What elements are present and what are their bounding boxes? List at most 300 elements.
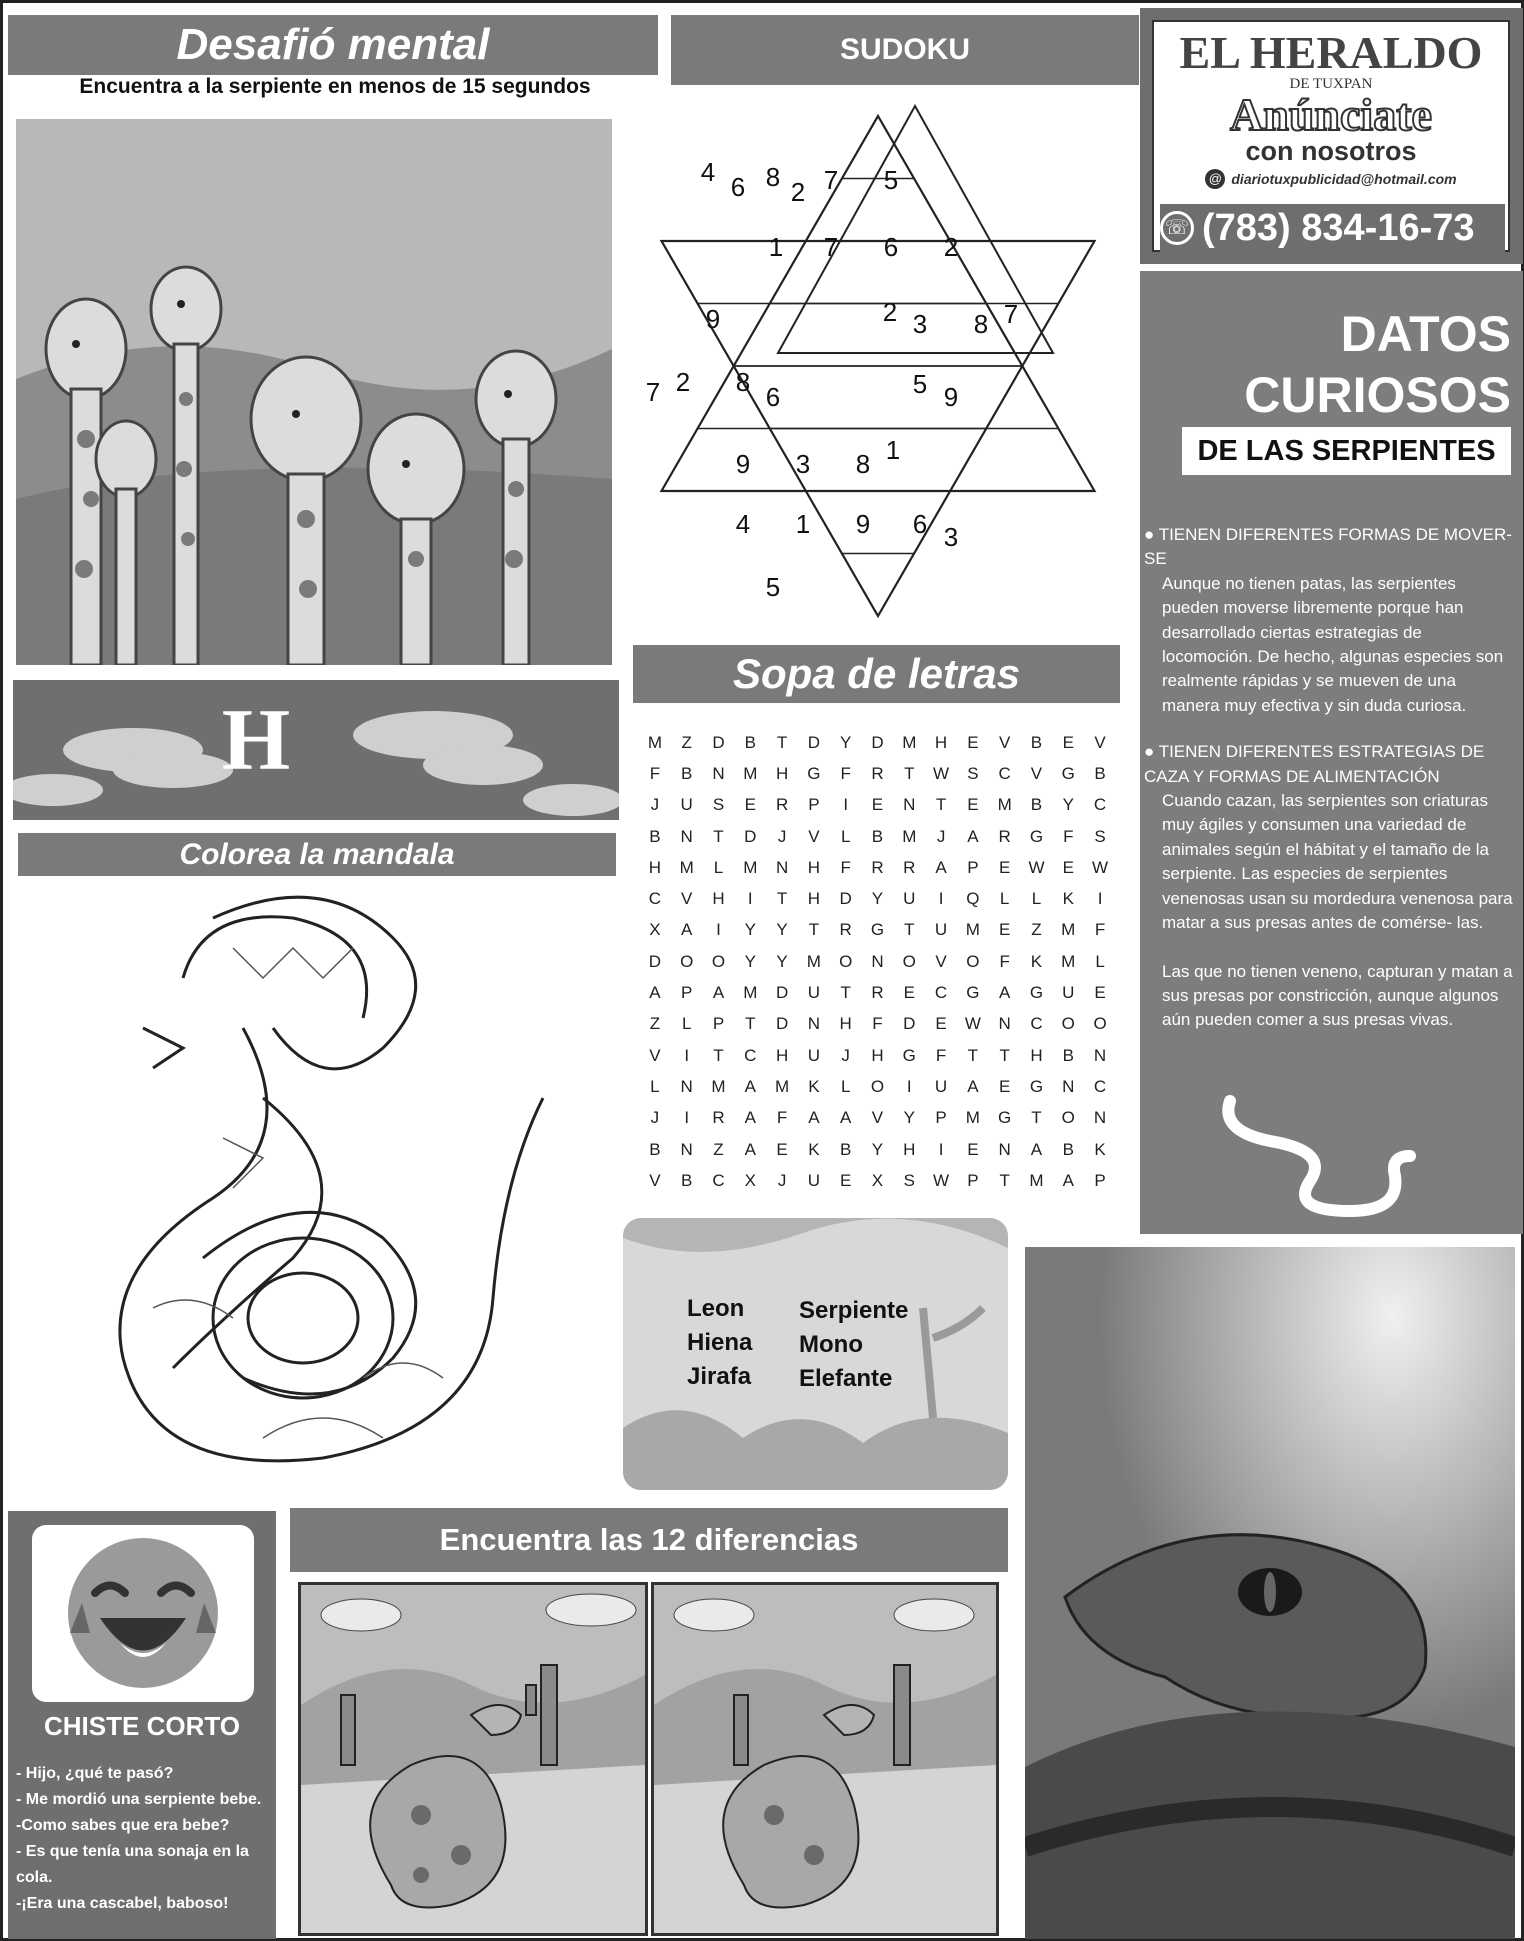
- word-search-letter[interactable]: E: [871, 795, 884, 815]
- word-search-letter[interactable]: I: [1097, 889, 1103, 909]
- word-search-letter[interactable]: S: [967, 763, 979, 783]
- sudoku-header: [671, 15, 1139, 85]
- word-search-letter[interactable]: J: [841, 1045, 850, 1065]
- word-search-letter[interactable]: C: [998, 763, 1011, 783]
- word-search-letter[interactable]: R: [998, 826, 1011, 846]
- word-search-letter[interactable]: T: [713, 1045, 724, 1065]
- word-search-letter[interactable]: R: [871, 857, 884, 877]
- ad-headline: Anúnciate: [1230, 89, 1432, 140]
- ad-email[interactable]: diariotuxpublicidad@hotmail.com: [1231, 171, 1457, 187]
- word-search-letter[interactable]: M: [965, 920, 980, 940]
- ad-box: [1140, 8, 1523, 264]
- ad-phone-bar: [1160, 204, 1505, 252]
- word-search-letter[interactable]: L: [1095, 951, 1105, 971]
- sudoku-number: 2: [790, 177, 806, 207]
- word-search-letter[interactable]: M: [711, 1076, 726, 1096]
- word-search-letter[interactable]: G: [1029, 1076, 1044, 1096]
- word-search-letter[interactable]: M: [1029, 1170, 1044, 1190]
- word-search-letter[interactable]: I: [747, 889, 753, 909]
- word-search-letter[interactable]: Y: [840, 732, 852, 752]
- word-search-letter[interactable]: L: [681, 1014, 692, 1034]
- word-search-letter[interactable]: E: [967, 795, 979, 815]
- sudoku-number: 9: [855, 509, 871, 539]
- word-search-letter[interactable]: O: [839, 951, 853, 971]
- banner-letter: H: [221, 692, 291, 789]
- word-search-row: [639, 1103, 1117, 1134]
- word-search-row: [639, 790, 1117, 821]
- word-search-letter[interactable]: D: [839, 889, 852, 909]
- word-search-letter[interactable]: M: [679, 857, 694, 877]
- word-search-letter[interactable]: E: [840, 1170, 852, 1190]
- curiosos-panel: [1140, 271, 1523, 1234]
- sudoku-number: 7: [823, 232, 839, 262]
- word-search-letter[interactable]: H: [807, 857, 821, 877]
- word-search-letter[interactable]: H: [871, 1045, 884, 1065]
- word-search-letter[interactable]: T: [776, 732, 788, 752]
- word-search-letter[interactable]: H: [712, 889, 725, 909]
- sudoku-number: 8: [735, 367, 751, 397]
- diferencias-header: [290, 1508, 1008, 1572]
- sudoku-number: 5: [765, 572, 781, 602]
- word-search-letter[interactable]: J: [777, 1170, 787, 1190]
- word-search-letter[interactable]: E: [776, 1139, 788, 1159]
- word-search-letter[interactable]: W: [964, 1014, 981, 1034]
- word-search-letter[interactable]: K: [808, 1139, 820, 1159]
- word-search-letter[interactable]: G: [998, 1108, 1012, 1128]
- word-search-letter[interactable]: E: [935, 1014, 947, 1034]
- word-search-letter[interactable]: T: [1031, 1108, 1042, 1128]
- word-search-letter[interactable]: V: [808, 826, 820, 846]
- word-search-letter[interactable]: B: [1030, 795, 1043, 815]
- word-search-letter[interactable]: K: [1030, 951, 1043, 971]
- word-search-letter[interactable]: W: [933, 763, 950, 783]
- word-search-letter[interactable]: P: [712, 1014, 725, 1034]
- word-search-letter[interactable]: A: [1030, 1139, 1043, 1159]
- word-search-letter[interactable]: P: [808, 795, 820, 815]
- word-search-letter[interactable]: J: [777, 826, 787, 846]
- word-search-letter[interactable]: A: [998, 983, 1011, 1003]
- word-search-letter[interactable]: R: [839, 920, 852, 940]
- word-item: Elefante: [799, 1365, 893, 1392]
- word-search-letter[interactable]: G: [807, 763, 821, 783]
- word-search-letter[interactable]: V: [998, 732, 1011, 752]
- word-search-letter[interactable]: D: [903, 1014, 916, 1034]
- word-search-letter[interactable]: F: [1063, 826, 1074, 846]
- word-search-letter[interactable]: C: [1030, 1014, 1043, 1034]
- word-search-letter[interactable]: N: [903, 795, 916, 815]
- word-search-letter[interactable]: M: [743, 763, 758, 783]
- word-search-letter[interactable]: V: [649, 1170, 661, 1190]
- email-icon: @: [1205, 169, 1225, 189]
- word-search-letter[interactable]: B: [649, 1139, 661, 1159]
- word-search-letter[interactable]: H: [775, 1045, 789, 1065]
- word-search-letter[interactable]: P: [967, 1170, 979, 1190]
- word-search-letter[interactable]: L: [840, 826, 851, 846]
- word-search-letter[interactable]: A: [744, 1139, 756, 1159]
- snake-icon: [1220, 1091, 1420, 1221]
- word-search-letter[interactable]: M: [743, 857, 758, 877]
- word-item: Mono: [799, 1331, 863, 1358]
- word-search-letter[interactable]: D: [648, 951, 662, 971]
- word-search-letter[interactable]: V: [871, 1108, 884, 1128]
- word-search-letter[interactable]: O: [902, 951, 916, 971]
- sopa-header: [633, 645, 1120, 703]
- word-search-letter[interactable]: B: [1062, 1139, 1074, 1159]
- word-search-letter[interactable]: K: [1094, 1139, 1106, 1159]
- word-search-letter[interactable]: T: [713, 826, 724, 846]
- word-search-letter[interactable]: U: [807, 1170, 821, 1190]
- word-search-letter[interactable]: A: [649, 983, 661, 1003]
- word-search-letter[interactable]: D: [744, 826, 757, 846]
- word-search-letter[interactable]: L: [999, 889, 1010, 909]
- word-search-letter[interactable]: H: [1030, 1045, 1043, 1065]
- chiste-line: - Hijo, ¿qué te pasó?: [16, 1765, 174, 1782]
- word-search-letter[interactable]: N: [1062, 1076, 1075, 1096]
- word-search-letter[interactable]: O: [1061, 1108, 1075, 1128]
- sudoku-number: 7: [1003, 299, 1019, 329]
- word-search-letter[interactable]: C: [1093, 795, 1107, 815]
- word-search-letter[interactable]: E: [967, 1139, 979, 1159]
- word-search-letter[interactable]: I: [684, 1045, 690, 1065]
- word-search-letter[interactable]: R: [712, 1108, 725, 1128]
- word-search-letter[interactable]: T: [808, 920, 820, 940]
- word-search-letter[interactable]: C: [744, 1045, 757, 1065]
- word-search-letter[interactable]: M: [743, 983, 758, 1003]
- sudoku-number: 4: [735, 509, 751, 539]
- word-search-letter[interactable]: N: [1093, 1045, 1107, 1065]
- word-search-letter[interactable]: P: [1094, 1170, 1106, 1190]
- word-search-letter[interactable]: G: [870, 920, 885, 940]
- mandala-header: [18, 833, 616, 876]
- sudoku-number: 8: [973, 309, 989, 339]
- word-search-letter[interactable]: F: [649, 763, 661, 783]
- word-search-letter[interactable]: H: [934, 732, 948, 752]
- word-search-letter[interactable]: V: [681, 889, 693, 909]
- word-search-letter[interactable]: W: [1028, 857, 1045, 877]
- sudoku-number: 2: [882, 297, 898, 327]
- word-search-letter[interactable]: E: [1062, 857, 1074, 877]
- curiosos-subtitle: DE LAS SERPIENTES: [1182, 427, 1511, 475]
- mental-title: Desafió mental: [176, 20, 490, 69]
- word-search-letter[interactable]: D: [775, 1014, 789, 1034]
- word-search-letter[interactable]: R: [871, 763, 884, 783]
- word-search-letter[interactable]: R: [903, 857, 916, 877]
- word-search-letter[interactable]: J: [650, 1108, 660, 1128]
- word-search-letter[interactable]: I: [684, 1108, 690, 1128]
- word-search-letter[interactable]: N: [712, 763, 725, 783]
- word-search-letter[interactable]: B: [744, 732, 756, 752]
- word-search-letter[interactable]: M: [806, 951, 821, 971]
- word-search-letter[interactable]: A: [712, 983, 725, 1003]
- word-search-letter[interactable]: Y: [776, 920, 788, 940]
- word-search-letter[interactable]: A: [967, 826, 979, 846]
- word-search-letter[interactable]: B: [871, 826, 884, 846]
- word-search-letter[interactable]: V: [935, 951, 947, 971]
- word-search-letter[interactable]: I: [906, 1076, 912, 1096]
- word-search-letter[interactable]: F: [935, 1045, 947, 1065]
- word-search-letter[interactable]: S: [712, 795, 725, 815]
- word-search-row: [639, 1009, 1117, 1040]
- sudoku-number: 7: [645, 377, 661, 407]
- sudoku-number: 4: [700, 157, 716, 187]
- word-search-letter[interactable]: Y: [903, 1108, 915, 1128]
- difference-image-right: [651, 1582, 999, 1936]
- word-search-letter[interactable]: V: [649, 1045, 661, 1065]
- word-search-letter[interactable]: R: [871, 983, 884, 1003]
- word-search-row: [639, 821, 1117, 852]
- word-search-letter[interactable]: H: [807, 889, 821, 909]
- word-search-letter[interactable]: D: [807, 732, 821, 752]
- word-search-letter[interactable]: M: [902, 826, 917, 846]
- word-search-letter[interactable]: P: [935, 1108, 947, 1128]
- sudoku-number: 9: [735, 449, 751, 479]
- word-search-letter[interactable]: P: [681, 983, 693, 1003]
- word-search-letter[interactable]: M: [1061, 920, 1076, 940]
- word-search-letter[interactable]: A: [681, 920, 693, 940]
- sudoku-number: 3: [795, 449, 811, 479]
- word-search-letter[interactable]: L: [1031, 889, 1042, 909]
- word-search-letter[interactable]: B: [1030, 732, 1043, 752]
- word-search-letter[interactable]: O: [1093, 1014, 1107, 1034]
- word-search-letter[interactable]: Z: [1031, 920, 1042, 940]
- word-search-letter[interactable]: K: [1062, 889, 1074, 909]
- word-search-letter[interactable]: U: [934, 1076, 948, 1096]
- word-search-letter[interactable]: K: [808, 1076, 820, 1096]
- word-search-letter[interactable]: T: [776, 889, 788, 909]
- word-search-letter[interactable]: C: [1093, 1076, 1107, 1096]
- word-item: Serpiente: [799, 1297, 909, 1324]
- word-search-letter[interactable]: I: [938, 1139, 944, 1159]
- word-search-letter[interactable]: H: [648, 857, 662, 877]
- word-search-letter[interactable]: D: [871, 732, 884, 752]
- word-search-letter[interactable]: N: [680, 1139, 693, 1159]
- word-search-letter[interactable]: L: [713, 857, 724, 877]
- word-search-letter[interactable]: T: [745, 1014, 756, 1034]
- word-search-letter[interactable]: Y: [871, 1139, 884, 1159]
- sudoku-number: 9: [943, 382, 959, 412]
- word-search-letter[interactable]: O: [1061, 1014, 1075, 1034]
- word-search-letter[interactable]: J: [650, 795, 660, 815]
- word-search-letter[interactable]: O: [680, 951, 694, 971]
- word-search-letter[interactable]: U: [680, 795, 693, 815]
- sudoku-number: 6: [883, 232, 899, 262]
- word-search-letter[interactable]: G: [1029, 983, 1044, 1003]
- word-search-letter[interactable]: A: [744, 1108, 756, 1128]
- word-search-letter[interactable]: G: [902, 1045, 916, 1065]
- words-col-1: [687, 1292, 752, 1394]
- word-search-letter[interactable]: Z: [713, 1139, 724, 1159]
- word-search-letter[interactable]: N: [680, 1076, 693, 1096]
- word-search-letter[interactable]: A: [840, 1108, 852, 1128]
- word-search-letter[interactable]: P: [967, 857, 979, 877]
- word-search-letter[interactable]: G: [966, 983, 980, 1003]
- word-search-letter[interactable]: Q: [966, 889, 980, 909]
- sudoku-title: SUDOKU: [839, 33, 970, 66]
- word-search-letter[interactable]: D: [775, 983, 789, 1003]
- word-search-letter[interactable]: Y: [744, 920, 756, 940]
- word-search-letter[interactable]: B: [840, 1139, 852, 1159]
- word-search-letter[interactable]: W: [933, 1170, 950, 1190]
- ad-phone[interactable]: (783) 834-16-73: [1202, 206, 1475, 249]
- word-search-letter[interactable]: F: [1094, 920, 1106, 940]
- word-search-letter[interactable]: T: [999, 1045, 1010, 1065]
- word-search-letter[interactable]: Y: [776, 951, 788, 971]
- word-item: Hiena: [687, 1329, 753, 1356]
- word-search-letter[interactable]: B: [1062, 1045, 1074, 1065]
- word-search-letter[interactable]: A: [744, 1076, 756, 1096]
- word-search-letter[interactable]: H: [839, 1014, 852, 1034]
- word-search-letter[interactable]: A: [967, 1076, 979, 1096]
- word-search-letter[interactable]: U: [934, 920, 948, 940]
- word-search-letter[interactable]: I: [716, 920, 721, 940]
- sudoku-number: 7: [823, 165, 839, 195]
- word-search-letter[interactable]: N: [998, 1139, 1011, 1159]
- word-search-letter[interactable]: O: [870, 1076, 885, 1096]
- word-search-letter[interactable]: A: [1062, 1170, 1074, 1190]
- word-search-letter[interactable]: I: [938, 889, 944, 909]
- chiste-panel: [8, 1511, 276, 1939]
- word-search-letter[interactable]: S: [903, 1170, 915, 1190]
- word-search-row: [639, 883, 1117, 914]
- word-search-letter[interactable]: M: [647, 732, 662, 752]
- sudoku-star-grid: [618, 101, 1138, 631]
- word-search-row: [639, 852, 1117, 883]
- word-search-letter[interactable]: H: [775, 763, 789, 783]
- word-search-letter[interactable]: M: [1061, 951, 1076, 971]
- word-search-letter[interactable]: T: [840, 983, 851, 1003]
- word-search-letter[interactable]: H: [903, 1139, 916, 1159]
- chiste-text: [16, 1761, 278, 1917]
- sudoku-number: 1: [768, 232, 784, 262]
- word-search-letter[interactable]: D: [712, 732, 725, 752]
- word-search-letter[interactable]: T: [999, 1170, 1010, 1190]
- word-search-letter[interactable]: M: [997, 795, 1012, 815]
- word-search-row: [639, 758, 1117, 789]
- sudoku-number: 6: [765, 382, 781, 412]
- word-search-grid: [639, 727, 1117, 1196]
- sudoku-number: 8: [855, 449, 871, 479]
- word-search-letter[interactable]: F: [776, 1108, 788, 1128]
- word-search-letter[interactable]: N: [775, 857, 789, 877]
- word-search-letter[interactable]: Z: [681, 732, 692, 752]
- word-search-letter[interactable]: A: [935, 857, 947, 877]
- word-search-letter[interactable]: F: [840, 763, 851, 783]
- word-search-letter[interactable]: N: [1093, 1108, 1107, 1128]
- word-search-letter[interactable]: E: [1094, 983, 1106, 1003]
- sudoku-number: 2: [675, 367, 691, 397]
- word-search-letter[interactable]: V: [1094, 732, 1106, 752]
- word-search-letter[interactable]: T: [904, 920, 915, 940]
- word-search-letter[interactable]: L: [840, 1076, 851, 1096]
- fact1-title: TIENEN DIFERENTES FORMAS DE MOVER- SE: [1144, 525, 1512, 569]
- word-search-row: [639, 1071, 1117, 1102]
- ad-city: DE TUXPAN: [1289, 76, 1373, 92]
- word-search-letter[interactable]: U: [903, 889, 916, 909]
- word-search-letter[interactable]: M: [965, 1108, 980, 1128]
- word-search-letter[interactable]: E: [998, 1076, 1011, 1096]
- word-search-letter[interactable]: R: [775, 795, 789, 815]
- word-search-letter[interactable]: B: [681, 1170, 693, 1190]
- word-search-letter[interactable]: Y: [1062, 795, 1074, 815]
- word-search-letter[interactable]: O: [966, 951, 980, 971]
- word-search-letter[interactable]: S: [1094, 826, 1106, 846]
- word-search-letter[interactable]: C: [712, 1170, 725, 1190]
- word-search-letter[interactable]: T: [935, 795, 947, 815]
- word-search-letter[interactable]: E: [903, 983, 915, 1003]
- word-search-letter[interactable]: G: [1029, 826, 1044, 846]
- word-search-letter[interactable]: I: [843, 795, 849, 815]
- word-search-letter[interactable]: N: [998, 1014, 1011, 1034]
- chiste-line: - Es que tenía una sonaja en la cola.: [16, 1843, 249, 1886]
- word-search-letter[interactable]: N: [807, 1014, 821, 1034]
- ad-subline: con nosotros: [1245, 136, 1417, 166]
- word-search-letter[interactable]: M: [902, 732, 917, 752]
- word-search-letter[interactable]: E: [967, 732, 979, 752]
- word-search-row: [639, 1165, 1117, 1196]
- words-col-2: [799, 1294, 908, 1396]
- diferencias-title: Encuentra las 12 diferencias: [439, 1522, 859, 1557]
- word-search-letter[interactable]: U: [1062, 983, 1075, 1003]
- word-search-letter[interactable]: E: [998, 920, 1011, 940]
- word-search-letter[interactable]: F: [872, 1014, 883, 1034]
- word-search-letter[interactable]: L: [650, 1076, 660, 1096]
- word-search-letter[interactable]: N: [680, 826, 693, 846]
- word-search-letter[interactable]: E: [998, 857, 1011, 877]
- word-item: Jirafa: [687, 1363, 752, 1390]
- bullet-icon: ●: [1144, 742, 1159, 762]
- sudoku-number: 2: [943, 232, 959, 262]
- word-search-letter[interactable]: U: [807, 1045, 821, 1065]
- word-search-letter[interactable]: C: [648, 889, 662, 909]
- word-search-letter[interactable]: F: [999, 951, 1010, 971]
- word-search-letter[interactable]: E: [1062, 732, 1074, 752]
- sudoku-number: 1: [885, 435, 901, 465]
- word-search-letter[interactable]: T: [904, 763, 915, 783]
- word-search-letter[interactable]: X: [744, 1170, 756, 1190]
- bullet-icon: ●: [1144, 525, 1159, 544]
- word-search-letter[interactable]: Y: [871, 889, 884, 909]
- word-search-letter[interactable]: N: [871, 951, 884, 971]
- word-search-letter[interactable]: C: [934, 983, 948, 1003]
- word-search-letter[interactable]: B: [649, 826, 661, 846]
- word-search-letter[interactable]: U: [807, 983, 821, 1003]
- word-search-letter[interactable]: A: [808, 1108, 820, 1128]
- word-search-letter[interactable]: Z: [649, 1014, 661, 1034]
- word-search-letter[interactable]: F: [840, 857, 851, 877]
- sudoku-number: 8: [765, 162, 781, 192]
- word-search-letter[interactable]: B: [1094, 763, 1106, 783]
- word-search-letter[interactable]: Y: [744, 951, 756, 971]
- word-search-letter[interactable]: B: [681, 763, 693, 783]
- word-item: Leon: [687, 1295, 745, 1322]
- chiste-title: CHISTE CORTO: [44, 1711, 240, 1741]
- chiste-emoji-box: [32, 1525, 254, 1702]
- word-search-letter[interactable]: X: [649, 920, 661, 940]
- word-search-letter[interactable]: J: [936, 826, 946, 846]
- word-search-letter[interactable]: V: [1030, 763, 1043, 783]
- word-search-letter[interactable]: X: [871, 1170, 884, 1190]
- words-to-find-box: [623, 1218, 1008, 1490]
- word-search-letter[interactable]: T: [967, 1045, 979, 1065]
- word-search-letter[interactable]: E: [744, 795, 756, 815]
- curiosos-title-2: CURIOSOS: [1244, 367, 1511, 423]
- word-search-letter[interactable]: G: [1061, 763, 1075, 783]
- snake-mandala-drawing: [63, 878, 553, 1498]
- word-search-letter[interactable]: W: [1092, 857, 1109, 877]
- word-search-letter[interactable]: M: [775, 1076, 790, 1096]
- fact2-title: TIENEN DIFERENTES ESTRATEGIAS DE CAZA Y FORMAS DE ALIMENTACIÓN: [1144, 742, 1485, 786]
- word-search-letter[interactable]: O: [711, 951, 726, 971]
